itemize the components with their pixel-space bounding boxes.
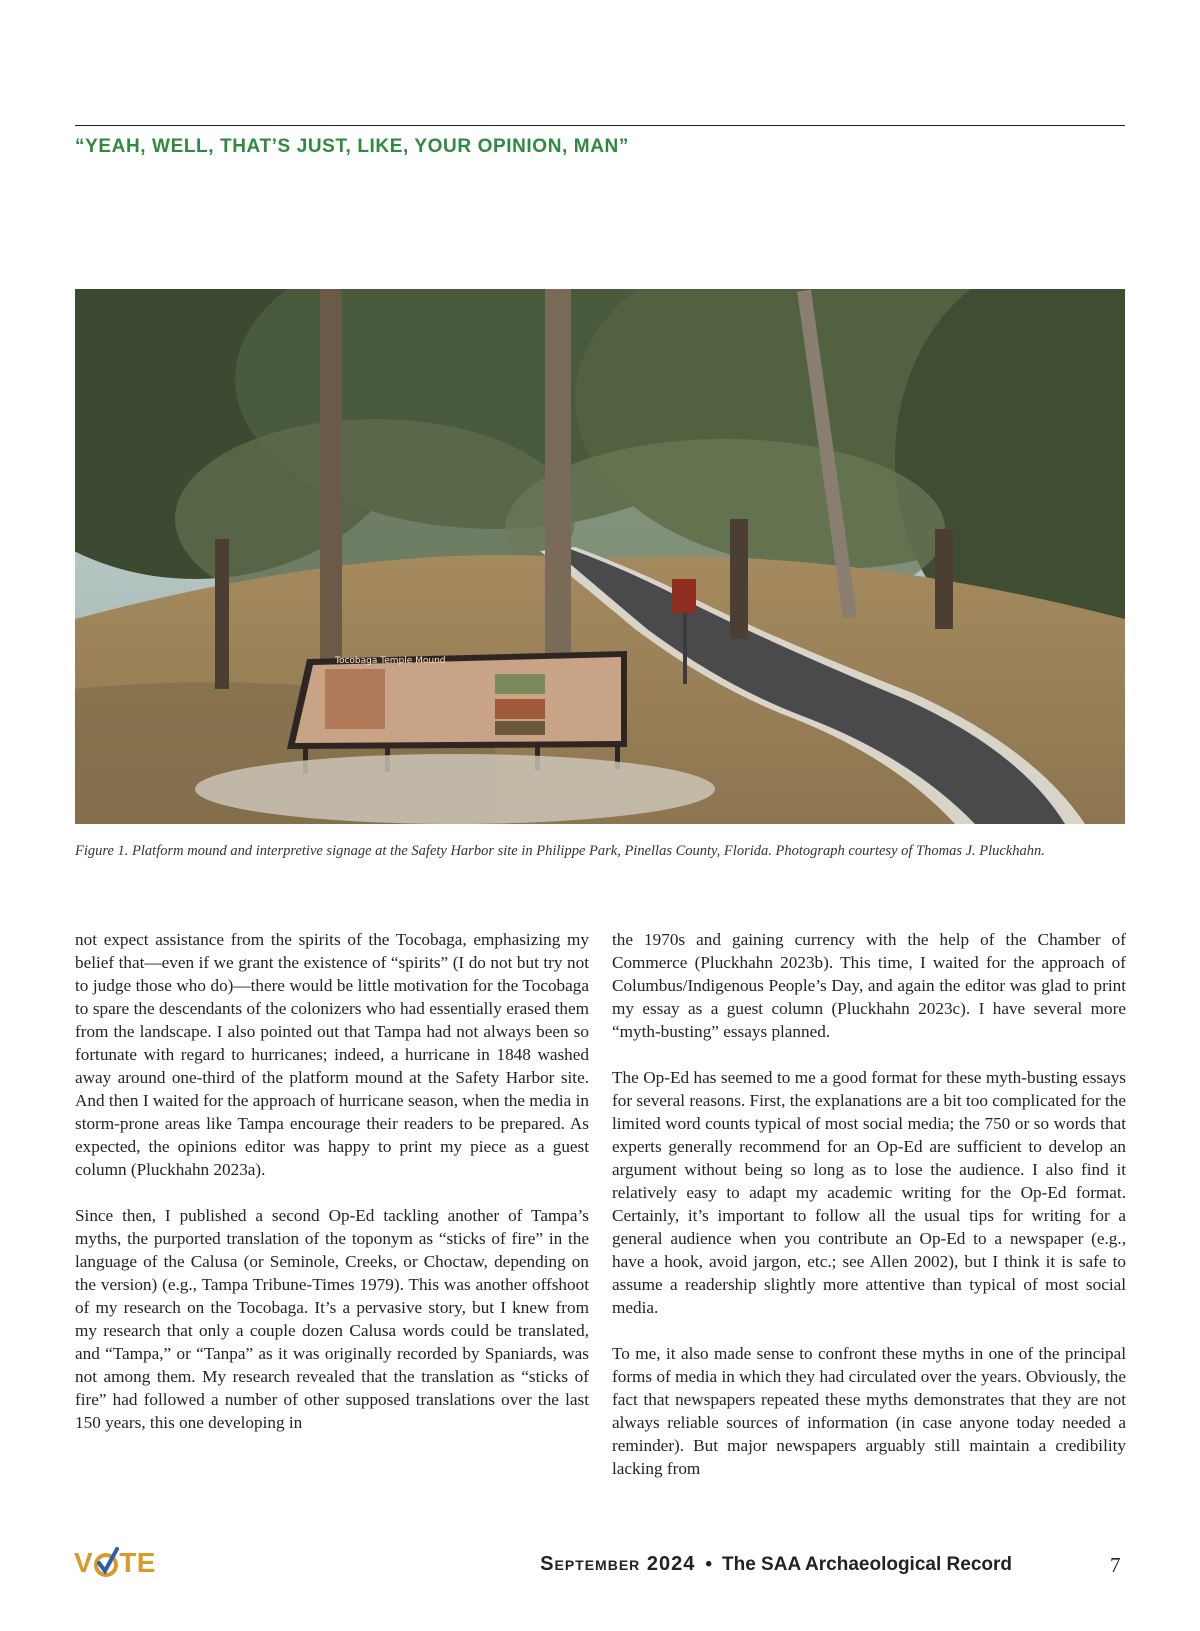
- vote-logo-letter-v: V: [74, 1547, 94, 1578]
- page-number: 7: [1110, 1553, 1121, 1577]
- footer-journal: [540, 1553, 1012, 1576]
- figure-photo: [75, 289, 1125, 824]
- left-column: [75, 928, 589, 1457]
- paragraph: To me, it also made sense to confront these myths in one of the principal forms of media in which they had circulated over the years. Obviously, the fact that newspapers repeated these myths demonstrates that they are not always reliable sources of information (in case anyone today needed a reminder). But major newspapers arguably still maintain a credibility lacking from: [612, 1344, 1126, 1478]
- paragraph: the 1970s and gaining currency with the help of the Chamber of Commerce (Pluckhahn 2023b). This time, I waited for the approach of Columbus/Indigenous People’s Day, and again the editor was glad to print my essay as a guest column (Pluckhahn 2023c). I have several more “myth-busting” essays planned.: [612, 930, 1126, 1041]
- header-rule: [75, 125, 1125, 126]
- sign-title: Tocobaga Temple Mound: [335, 656, 446, 666]
- paragraph: Since then, I published a second Op-Ed tackling another of Tampa’s myths, the purported translation of the toponym as “sticks of fire” in the language of the Calusa (or Seminole, Creeks, or Choctaw, depending on the version) (e.g., Tampa Tribune-Times 1979). This was another offshoot of my research on the Tocobaga. It’s a pervasive story, but I knew from my research that only a couple dozen Calusa words could be translated, and “Tampa,” or “Tanpa” as it was originally recorded by Spaniards, was not among them. My research revealed that the translation as “sticks of fire” had followed a number of other supposed translations over the last 150 years, this one developing in: [75, 1206, 589, 1432]
- paragraph: not expect assistance from the spirits of the Tocobaga, emphasizing my belief that—even if we grant the existence of “spirits” (I do not but try not to judge those who do)—there would be little motivation for the Tocobaga to spare the descendants of the colonizers who had essentially erased them from the landscape. I also pointed out that Tampa had not always been so fortunate with regard to hurricanes; indeed, a hurricane in 1848 washed away around one-third of the platform mound at the Safety Harbor site. And then I waited for the approach of hurricane season, when the media in storm-prone areas like Tampa encourage their readers to be prepared. As expected, the opinions editor was happy to print my piece as a guest column (Pluckhahn 2023a).: [75, 930, 589, 1179]
- checkmark-icon: [93, 1549, 119, 1577]
- running-head: “YEAH, WELL, THAT’S JUST, LIKE, YOUR OPINION, MAN”: [75, 136, 629, 157]
- park-photo-illustration: [75, 289, 1125, 824]
- vote-logo-letters-te: TE: [119, 1547, 156, 1578]
- right-column: [612, 928, 1126, 1503]
- journal-title: The SAA Archaeological Record: [722, 1554, 1012, 1575]
- figure-caption: Figure 1. Platform mound and interpretive signage at the Safety Harbor site in Philippe Park, Pinellas County, Florida. Photograph courtesy of Thomas J. Pluckhahn.: [75, 843, 1045, 859]
- issue-date: September 2024: [540, 1553, 696, 1575]
- bullet-separator: •: [705, 1554, 712, 1575]
- vote-logo: [74, 1546, 156, 1580]
- paragraph: The Op-Ed has seemed to me a good format for these myth-busting essays for several reasons. First, the explanations are a bit too complicated for the limited word counts typical of most social media; the 750 or so words that experts generally recommend for an Op-Ed are sufficient to develop an argument without being so long as to lose the audience. I also find it relatively easy to adapt my academic writing for the Op-Ed format. Certainly, it’s important to follow all the usual tips for writing for a general audience when you contribute an Op-Ed to a newspaper (e.g., have a hook, avoid jargon, etc.; see Allen 2002), but I think it is safe to assume a readership slightly more attentive than typical of most social media.: [612, 1068, 1126, 1317]
